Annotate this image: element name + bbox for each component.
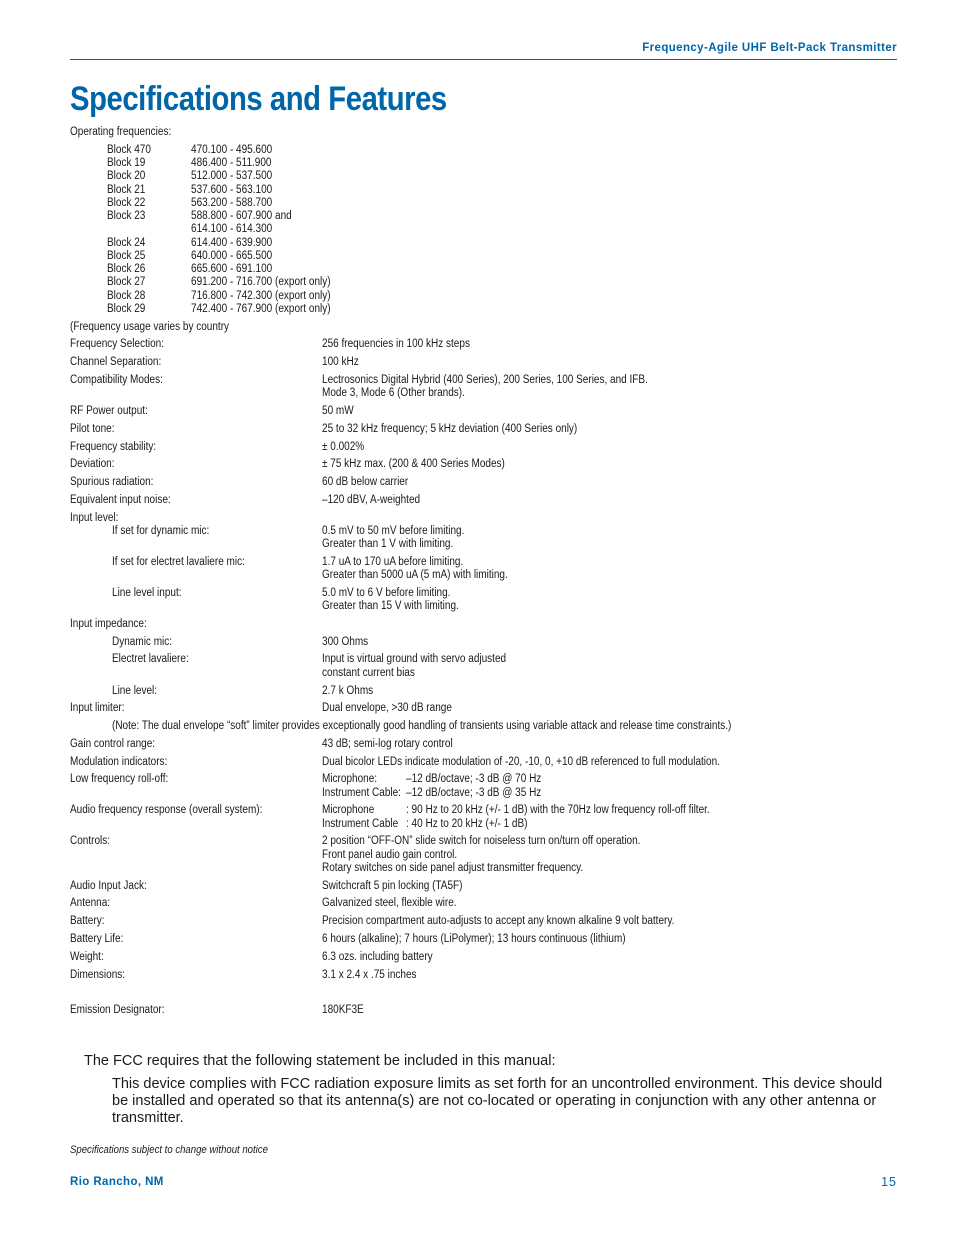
spec-value: 6.3 ozs. including battery (322, 951, 433, 963)
spec-sublabel: If set for dynamic mic: (112, 525, 210, 537)
spec-label: Spurious radiation: (70, 476, 154, 488)
block-name: Block 24 (107, 237, 146, 249)
spec-label: Emission Designator: (70, 1004, 165, 1016)
spec-subkey: Microphone: (322, 773, 378, 785)
spec-value: Rotary switches on side panel adjust transmitter frequency. (322, 862, 584, 874)
fcc-intro: The FCC requires that the following statement be included in this manual: (84, 1053, 556, 1069)
spec-sublabel: Electret lavaliere: (112, 653, 189, 665)
spec-value: 300 Ohms (322, 636, 369, 648)
spec-value: 256 frequencies in 100 kHz steps (322, 338, 470, 350)
spec-value: Dual bicolor LEDs indicate modulation of -20, -10, 0, +10 dB referenced to full modulation. (322, 756, 720, 768)
spec-label: Input limiter: (70, 702, 125, 714)
spec-subvalue: –12 dB/octave; -3 dB @ 70 Hz (406, 773, 542, 785)
block-range: 640.000 - 665.500 (191, 250, 273, 262)
footer-location: Rio Rancho, NM (70, 1176, 164, 1188)
spec-value: 43 dB; semi-log rotary control (322, 738, 453, 750)
spec-value: 6 hours (alkaline); 7 hours (LiPolymer); 13 hours continuous (lithium) (322, 933, 626, 945)
block-name: Block 20 (107, 170, 146, 182)
footnote: Specifications subject to change without notice (70, 1144, 268, 1156)
block-name: Block 23 (107, 210, 146, 222)
spec-value: Switchcraft 5 pin locking (TA5F) (322, 880, 463, 892)
block-range: 742.400 - 767.900 (export only) (191, 303, 331, 315)
spec-label: Low frequency roll-off: (70, 773, 169, 785)
spec-value: 2.7 k Ohms (322, 685, 374, 697)
spec-value: Greater than 1 V with limiting. (322, 538, 454, 550)
spec-value: ± 75 kHz max. (200 & 400 Series Modes) (322, 458, 505, 470)
spec-subvalue: : 40 Hz to 20 kHz (+/- 1 dB) (406, 818, 528, 830)
spec-label: Audio Input Jack: (70, 880, 147, 892)
block-range: 691.200 - 716.700 (export only) (191, 276, 331, 288)
spec-value: 100 kHz (322, 356, 359, 368)
spec-value: 2 position “OFF-ON” slide switch for noiseless turn on/turn off operation. (322, 835, 641, 847)
spec-label: RF Power output: (70, 405, 148, 417)
frequency-usage-note: (Frequency usage varies by country (70, 321, 230, 333)
block-range: 512.000 - 537.500 (191, 170, 273, 182)
spec-label: Weight: (70, 951, 104, 963)
spec-value: 50 mW (322, 405, 354, 417)
spec-subvalue: –12 dB/octave; -3 dB @ 35 Hz (406, 787, 542, 799)
spec-value: Lectrosonics Digital Hybrid (400 Series), 200 Series, 100 Series, and IFB. (322, 374, 648, 386)
block-name: Block 470 (107, 144, 151, 156)
spec-label: Controls: (70, 835, 111, 847)
block-name: Block 25 (107, 250, 146, 262)
spec-value: Dual envelope, >30 dB range (322, 702, 452, 714)
spec-value: Mode 3, Mode 6 (Other brands). (322, 387, 465, 399)
spec-value: Galvanized steel, flexible wire. (322, 897, 457, 909)
spec-subkey: Instrument Cable (322, 818, 399, 830)
block-name: Block 29 (107, 303, 146, 315)
spec-label: Frequency Selection: (70, 338, 165, 350)
block-range: 588.800 - 607.900 and (191, 210, 292, 222)
block-name: Block 21 (107, 184, 146, 196)
spec-value: ± 0.002% (322, 441, 365, 453)
block-range: 537.600 - 563.100 (191, 184, 273, 196)
block-name: Block 22 (107, 197, 146, 209)
spec-value: constant current bias (322, 667, 415, 679)
block-range: 486.400 - 511.900 (191, 157, 272, 169)
spec-label: Battery: (70, 915, 105, 927)
spec-label: Deviation: (70, 458, 115, 470)
header-rule (70, 59, 897, 60)
spec-label: Equivalent input noise: (70, 494, 171, 506)
spec-value: Precision compartment auto-adjusts to accept any known alkaline 9 volt battery. (322, 915, 675, 927)
spec-value: 1.7 uA to 170 uA before limiting. (322, 556, 464, 568)
spec-sublabel: If set for electret lavaliere mic: (112, 556, 245, 568)
spec-sublabel: Line level input: (112, 587, 182, 599)
spec-label: Input impedance: (70, 618, 147, 630)
spec-label: Antenna: (70, 897, 111, 909)
spec-sublabel: Dynamic mic: (112, 636, 173, 648)
spec-value: Front panel audio gain control. (322, 849, 458, 861)
fcc-statement: This device complies with FCC radiation exposure limits as set forth for an uncontrolled environment. This device should be installed and operated so that its antenna(s) are not co-located or operating in conjunction with any other antenna or transmitter. (112, 1076, 883, 1126)
spec-label: Modulation indicators: (70, 756, 168, 768)
operating-frequencies-label: Operating frequencies: (70, 126, 172, 138)
spec-label: Compatibility Modes: (70, 374, 163, 386)
block-range: 665.600 - 691.100 (191, 263, 273, 275)
spec-subvalue: : 90 Hz to 20 kHz (+/- 1 dB) with the 70Hz low frequency roll-off filter. (406, 804, 710, 816)
spec-label: Input level: (70, 512, 119, 524)
spec-value: Greater than 15 V with limiting. (322, 600, 459, 612)
spec-subkey: Instrument Cable: (322, 787, 401, 799)
spec-label: Audio frequency response (overall system): (70, 804, 263, 816)
block-range: 614.400 - 639.900 (191, 237, 273, 249)
block-range: 716.800 - 742.300 (export only) (191, 290, 331, 302)
spec-label: Channel Separation: (70, 356, 162, 368)
spec-value: 180KF3E (322, 1004, 364, 1016)
spec-value: 60 dB below carrier (322, 476, 409, 488)
page-title: Specifications and Features (70, 80, 447, 118)
block-range: 563.200 - 588.700 (191, 197, 273, 209)
spec-value: –120 dBV, A-weighted (322, 494, 421, 506)
spec-subkey: Microphone (322, 804, 375, 816)
limiter-note: (Note: The dual envelope “soft” limiter provides exceptionally good handling of transients using variable attack and release time constraints.) (112, 720, 732, 732)
spec-label: Battery Life: (70, 933, 124, 945)
spec-label: Gain control range: (70, 738, 156, 750)
block-name: Block 26 (107, 263, 146, 275)
header-title: Frequency-Agile UHF Belt-Pack Transmitter (642, 42, 897, 54)
spec-label: Dimensions: (70, 969, 126, 981)
spec-value: 3.1 x 2.4 x .75 inches (322, 969, 417, 981)
spec-label: Frequency stability: (70, 441, 157, 453)
block-name: Block 28 (107, 290, 146, 302)
spec-sublabel: Line level: (112, 685, 158, 697)
spec-value: 25 to 32 kHz frequency; 5 kHz deviation (400 Series only) (322, 423, 578, 435)
block-range-continued: 614.100 - 614.300 (191, 223, 273, 235)
spec-value: 0.5 mV to 50 mV before limiting. (322, 525, 465, 537)
spec-value: Input is virtual ground with servo adjusted (322, 653, 507, 665)
spec-value: Greater than 5000 uA (5 mA) with limiting. (322, 569, 508, 581)
block-name: Block 19 (107, 157, 146, 169)
spec-value: 5.0 mV to 6 V before limiting. (322, 587, 451, 599)
block-range: 470.100 - 495.600 (191, 144, 273, 156)
block-name: Block 27 (107, 276, 146, 288)
spec-label: Pilot tone: (70, 423, 115, 435)
page-number: 15 (881, 1175, 897, 1189)
